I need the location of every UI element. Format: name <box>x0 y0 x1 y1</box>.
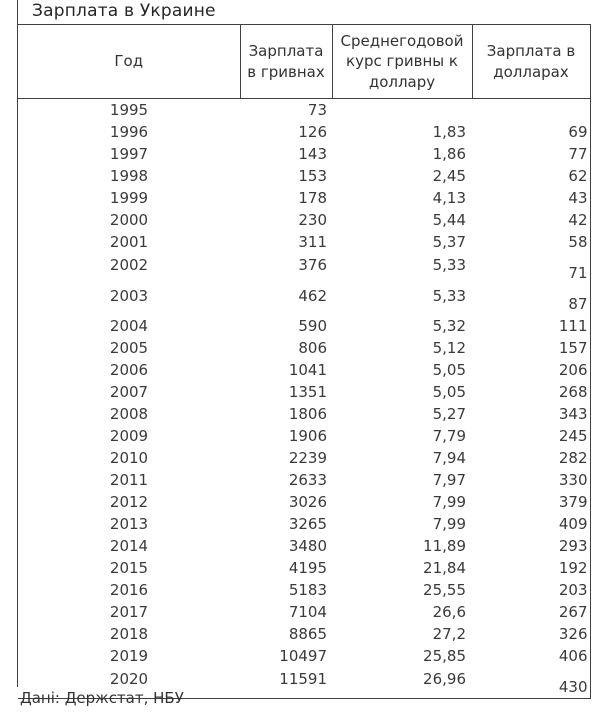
cell-exchange-rate: 7,79 <box>432 427 466 445</box>
cell-salary-usd: 111 <box>558 317 588 335</box>
cell-salary-usd: 43 <box>568 189 588 207</box>
cell-year: 2009 <box>109 427 149 445</box>
cell-year: 2003 <box>109 287 149 305</box>
cell-salary-usd: 343 <box>558 405 588 423</box>
table-row <box>18 557 590 579</box>
cell-salary-usd: 69 <box>568 123 588 141</box>
table-row <box>18 284 590 315</box>
cell-salary-usd: 330 <box>558 471 588 489</box>
cell-year: 2002 <box>109 256 149 274</box>
table-body <box>18 99 590 699</box>
table-row <box>18 447 590 469</box>
cell-exchange-rate: 25,85 <box>423 647 466 665</box>
cell-exchange-rate: 5,32 <box>432 317 466 335</box>
cell-salary-uah: 3265 <box>288 515 327 533</box>
cell-salary-usd: 192 <box>558 559 588 577</box>
column-header-usd: Зарплата в долларах <box>472 25 590 99</box>
table-row <box>18 579 590 601</box>
cell-exchange-rate: 25,55 <box>423 581 466 599</box>
cell-exchange-rate: 7,99 <box>432 515 466 533</box>
cell-salary-usd: 203 <box>558 581 588 599</box>
page-title: Зарплата в Украине <box>32 1 216 21</box>
cell-salary-uah: 1806 <box>288 405 327 423</box>
table-row <box>18 121 590 143</box>
cell-exchange-rate: 5,33 <box>432 287 466 305</box>
cell-year: 1998 <box>109 167 149 185</box>
cell-salary-usd: 267 <box>558 603 588 621</box>
table-row <box>18 209 590 231</box>
cell-exchange-rate: 21,84 <box>423 559 466 577</box>
cell-exchange-rate: 1,86 <box>432 145 466 163</box>
cell-exchange-rate: 5,05 <box>432 383 466 401</box>
cell-salary-usd: 42 <box>568 211 588 229</box>
cell-salary-usd: 206 <box>558 361 588 379</box>
cell-year: 1996 <box>109 123 149 141</box>
cell-exchange-rate: 4,13 <box>432 189 466 207</box>
cell-salary-uah: 7104 <box>288 603 327 621</box>
cell-year: 2011 <box>109 471 149 489</box>
table-row <box>18 645 590 667</box>
cell-salary-uah: 3480 <box>288 537 327 555</box>
cell-year: 2000 <box>109 211 149 229</box>
cell-exchange-rate: 1,83 <box>432 123 466 141</box>
table-header <box>18 25 590 99</box>
cell-year: 1997 <box>109 145 149 163</box>
column-header-uah: Зарплата в гривнах <box>240 25 332 99</box>
cell-year: 2001 <box>109 233 149 251</box>
cell-salary-usd: 62 <box>568 167 588 185</box>
cell-salary-uah: 11591 <box>279 670 327 688</box>
cell-exchange-rate: 27,2 <box>432 625 466 643</box>
cell-salary-uah: 8865 <box>288 625 327 643</box>
cell-exchange-rate: 26,96 <box>423 670 466 688</box>
table-row <box>18 143 590 165</box>
cell-exchange-rate: 11,89 <box>423 537 466 555</box>
cell-year: 2006 <box>109 361 149 379</box>
cell-salary-uah: 590 <box>298 317 327 335</box>
cell-salary-usd: 293 <box>558 537 588 555</box>
table-row <box>18 491 590 513</box>
data-source-note: Дані: Держстат, НБУ <box>20 689 184 707</box>
cell-year: 2020 <box>109 670 149 688</box>
column-header-year: Год <box>18 25 240 99</box>
cell-exchange-rate: 2,45 <box>432 167 466 185</box>
cell-year: 2005 <box>109 339 149 357</box>
cell-salary-uah: 153 <box>298 167 327 185</box>
cell-salary-uah: 178 <box>298 189 327 207</box>
table-row <box>18 535 590 557</box>
cell-year: 2008 <box>109 405 149 423</box>
cell-salary-usd: 409 <box>558 515 588 533</box>
column-header-rate: Среднегодовой курс гривны к доллару <box>332 25 472 99</box>
cell-year: 2013 <box>109 515 149 533</box>
cell-salary-uah: 311 <box>298 233 327 251</box>
cell-salary-uah: 5183 <box>288 581 327 599</box>
cell-salary-uah: 126 <box>298 123 327 141</box>
cell-year: 2017 <box>109 603 149 621</box>
cell-salary-uah: 230 <box>298 211 327 229</box>
cell-salary-usd: 268 <box>558 383 588 401</box>
cell-salary-usd: 406 <box>558 647 588 665</box>
cell-year: 2015 <box>109 559 149 577</box>
cell-exchange-rate: 7,97 <box>432 471 466 489</box>
cell-salary-usd: 430 <box>558 678 588 696</box>
cell-salary-uah: 2633 <box>288 471 327 489</box>
cell-salary-usd: 326 <box>558 625 588 643</box>
cell-salary-usd: 71 <box>568 264 588 282</box>
table-row <box>18 359 590 381</box>
cell-salary-uah: 143 <box>298 145 327 163</box>
cell-exchange-rate: 5,05 <box>432 361 466 379</box>
cell-salary-usd: 77 <box>568 145 588 163</box>
cell-salary-usd: 245 <box>558 427 588 445</box>
cell-salary-usd: 87 <box>568 295 588 313</box>
cell-salary-uah: 462 <box>298 287 327 305</box>
cell-salary-usd: 58 <box>568 233 588 251</box>
cell-year: 2010 <box>109 449 149 467</box>
cell-salary-uah: 376 <box>298 256 327 274</box>
cell-exchange-rate: 5,33 <box>432 256 466 274</box>
cell-salary-usd: 282 <box>558 449 588 467</box>
table-row <box>18 381 590 403</box>
cell-exchange-rate: 5,12 <box>432 339 466 357</box>
cell-exchange-rate: 5,44 <box>432 211 466 229</box>
cell-salary-uah: 1906 <box>288 427 327 445</box>
cell-exchange-rate: 7,94 <box>432 449 466 467</box>
cell-year: 2007 <box>109 383 149 401</box>
cell-exchange-rate: 7,99 <box>432 493 466 511</box>
cell-salary-usd: 157 <box>558 339 588 357</box>
salary-table <box>18 24 591 699</box>
cell-salary-usd: 379 <box>558 493 588 511</box>
cell-year: 2004 <box>109 317 149 335</box>
table-row <box>18 513 590 535</box>
table-row <box>18 165 590 187</box>
table-row <box>18 425 590 447</box>
cell-exchange-rate: 5,37 <box>432 233 466 251</box>
table-row <box>18 403 590 425</box>
table-row <box>18 601 590 623</box>
table-row <box>18 99 590 122</box>
cell-salary-uah: 1041 <box>288 361 327 379</box>
cell-salary-uah: 10497 <box>279 647 327 665</box>
cell-exchange-rate: 26,6 <box>432 603 466 621</box>
table-row <box>18 231 590 253</box>
cell-salary-uah: 3026 <box>288 493 327 511</box>
cell-year: 2016 <box>109 581 149 599</box>
table-row <box>18 337 590 359</box>
cell-exchange-rate <box>332 99 472 122</box>
cell-year: 2018 <box>109 625 149 643</box>
cell-year: 1995 <box>109 101 149 119</box>
cell-exchange-rate: 5,27 <box>432 405 466 423</box>
table-row <box>18 187 590 209</box>
cell-salary-usd <box>472 99 590 122</box>
cell-salary-uah: 2239 <box>288 449 327 467</box>
cell-year: 1999 <box>109 189 149 207</box>
table-row <box>18 315 590 337</box>
cell-salary-uah: 806 <box>298 339 327 357</box>
cell-salary-uah: 4195 <box>288 559 327 577</box>
cell-salary-uah: 1351 <box>288 383 327 401</box>
table-row <box>18 469 590 491</box>
header-row <box>18 25 590 99</box>
cell-year: 2019 <box>109 647 149 665</box>
cell-salary-uah: 73 <box>307 101 327 119</box>
cell-year: 2012 <box>109 493 149 511</box>
cell-year: 2014 <box>109 537 149 555</box>
table-row <box>18 253 590 284</box>
table-row <box>18 623 590 645</box>
